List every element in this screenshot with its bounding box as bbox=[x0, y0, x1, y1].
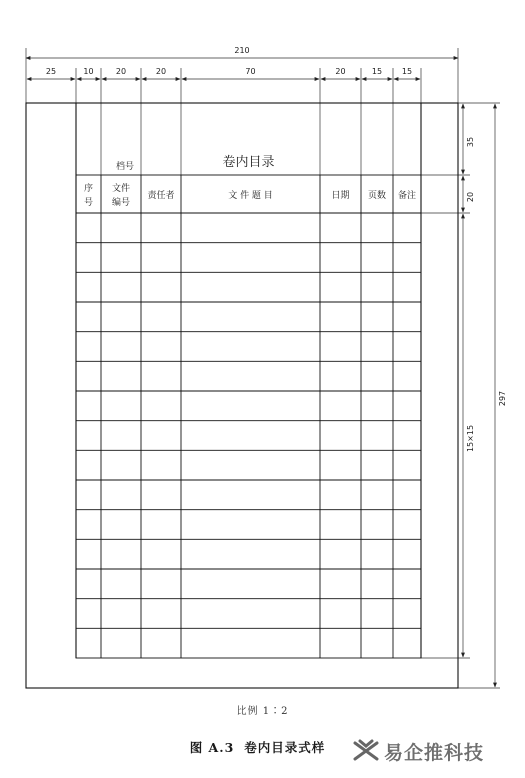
catalog-table bbox=[76, 175, 421, 658]
label-col-2: 20 bbox=[115, 67, 127, 76]
label-col-5: 20 bbox=[335, 67, 346, 76]
header-notes: 备注 bbox=[397, 191, 417, 201]
figure-title: 卷内目录式样 bbox=[244, 740, 326, 755]
header-seq-2: 号 bbox=[83, 198, 94, 208]
label-rows-height: 15×15 bbox=[466, 424, 475, 453]
label-col-7: 15 bbox=[401, 67, 413, 76]
table-headers bbox=[84, 154, 416, 208]
header-docno-2: 编号 bbox=[111, 198, 131, 208]
header-date: 日期 bbox=[331, 191, 350, 201]
watermark-logo-icon bbox=[352, 737, 380, 765]
label-file-number: 档号 bbox=[115, 162, 135, 172]
label-total-height: 297 bbox=[498, 390, 507, 407]
label-col-1: 10 bbox=[83, 67, 94, 76]
header-doc-title: 文 件 题 目 bbox=[228, 191, 273, 201]
label-col-3: 20 bbox=[155, 67, 167, 76]
label-total-width: 210 bbox=[234, 46, 250, 55]
table-border bbox=[76, 175, 421, 658]
header-pages: 页数 bbox=[367, 191, 387, 201]
header-seq-1: 序 bbox=[83, 184, 94, 194]
scale-note: 比例 1∶2 bbox=[236, 706, 289, 717]
figure-number: 图 A.3 bbox=[189, 740, 235, 755]
label-col-6: 15 bbox=[371, 67, 383, 76]
watermark-text: 易企推科技 bbox=[384, 741, 485, 764]
label-top-margin: 35 bbox=[466, 136, 475, 148]
label-header-row: 20 bbox=[466, 191, 475, 203]
label-col-4: 70 bbox=[245, 67, 256, 76]
header-docno-1: 文件 bbox=[111, 184, 131, 194]
table-title: 卷内目录 bbox=[222, 155, 275, 170]
header-responsible: 责任者 bbox=[147, 191, 175, 201]
watermark bbox=[352, 731, 522, 771]
label-col-0: 25 bbox=[45, 67, 57, 76]
dimension-lines bbox=[26, 48, 500, 688]
